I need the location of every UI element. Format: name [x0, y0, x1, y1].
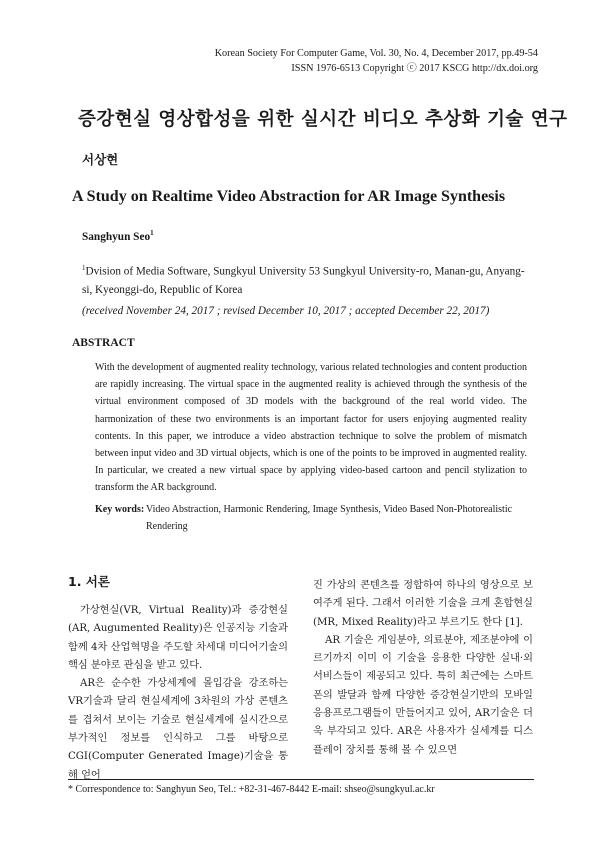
keywords-label: Key words:: [95, 504, 145, 515]
author-name: Sanghyun Seo: [82, 230, 151, 243]
body-paragraph: 진 가상의 콘텐츠를 정합하여 하나의 영상으로 보여주게 된다. 그래서 이러한 기술을 크게 혼합현실(MR, Mixed Reality)라고 부르기도 한다 [1].: [313, 580, 533, 628]
keywords: [95, 501, 527, 535]
section-heading: 1. 서론: [68, 574, 110, 589]
journal-issn: ISSN 1976-6513 Copyright ⓒ 2017 KSCG http://dx.doi.org: [291, 62, 538, 74]
footnote-divider: [68, 779, 534, 780]
body-paragraph: AR은 순수한 가상세계에 몰입감을 강조하는 VR기술과 달리 현실세계에 3차원의 가상 콘텐츠를 겹쳐서 보이는 기술로 현실세계에 실시간으로 부가적인 정보를 인식하고 그를 바탕으로 CGI(Computer Generated Image)기술을 통해 얻어: [68, 678, 288, 781]
affiliation: [82, 259, 532, 300]
author-superscript: 1: [150, 229, 154, 237]
journal-header: [215, 47, 538, 76]
abstract-heading: ABSTRACT: [72, 337, 135, 349]
body-column-right: [313, 577, 533, 760]
affiliation-superscript: 1: [82, 264, 86, 272]
body-column-left: [68, 602, 288, 785]
korean-title: 증강현실 영상합성을 위한 실시간 비디오 추상화 기술 연구: [78, 109, 568, 130]
english-author: [82, 229, 154, 243]
keywords-text: Video Abstraction, Harmonic Rendering, Image Synthesis, Video Based Non-Photorealistic Rendering: [146, 504, 513, 533]
body-paragraph: AR 기술은 게임분야, 의료분야, 제조분야에 이르기까지 이미 이 기술을 응용한 다양한 실내·외 서비스들이 제공되고 있다. 특히 최근에는 스마트 폰의 발달과 함께 다양한 증강현실기반의 모바일 응용프로그램들이 만들어지고 있어, AR기술은 더욱 부각되고 있다. AR은 사용자가 실세계를 디스플레이 장치를 통해 볼 수 있으면: [313, 634, 533, 756]
abstract-text: With the development of augmented reality technology, various related technologies and content production are rapidly increasing. The virtual space in the augmented reality is achieved through the synthesis of the virtual environment composed of 3D models with the background of the real world video. The harmonization of these two environments is an important factor for users enjoying augmented reality contents. In this paper, we introduce a video abstraction technique to solve the problem of mismatch between input video and 3D virtual objects, which is one of the points to be improved in augmented reality. In particular, we created a new virtual space by applying video-based cartoon and pencil stylization to transform the AR background.: [95, 362, 527, 494]
affiliation-text: Dvision of Media Software, Sungkyul University 53 Sungkyul University-ro, Manan-gu, Anyang-si, Kyeonggi-do, Republic of Korea: [82, 265, 525, 297]
received-dates: (received November 24, 2017 ; revised December 10, 2017 ; accepted December 22, 2017): [82, 305, 490, 317]
korean-author: 서상현: [82, 152, 119, 167]
body-paragraph: 가상현실(VR, Virtual Reality)과 증강현실(AR, Augumented Reality)은 인공지능 기술과 함께 4차 산업혁명을 주도할 차세대 미디어기술의 핵심 분야로 관심을 받고 있다.: [68, 605, 288, 671]
english-title: A Study on Realtime Video Abstraction for AR Image Synthesis: [72, 188, 506, 205]
journal-citation: Korean Society For Computer Game, Vol. 30, No. 4, December 2017, pp.49-54: [214, 48, 538, 59]
footnote-correspondence: * Correspondence to: Sanghyun Seo, Tel.: +82-31-467-8442 E-mail: shseo@sungkyul.ac.kr: [68, 784, 435, 795]
